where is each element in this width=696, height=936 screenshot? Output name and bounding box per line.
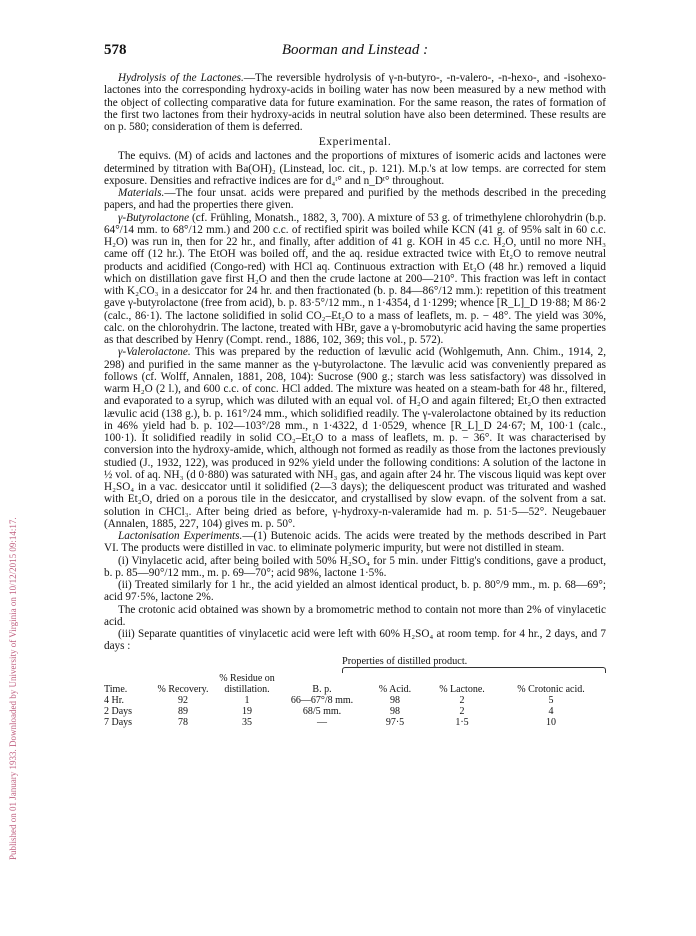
paragraph-experiment-i: (i) Vinylacetic acid, after being boiled with 50% H₂SO₄ for 5 min. under Fittig's conditions, gave a product, b. p. 85—90°/12 mm., m. p. 69—70°; acid 98%, lactone 1·5%. xyxy=(104,554,606,579)
table-cell: 68/5 mm. xyxy=(302,705,342,717)
table-header-row xyxy=(104,673,604,695)
column-header: B. p. xyxy=(312,683,332,695)
running-head: Boorman and Linstead : xyxy=(281,42,429,58)
table-row xyxy=(104,695,604,706)
table-cell: 5 xyxy=(548,694,554,706)
paragraph-title: Lactonisation Experiments. xyxy=(118,530,243,542)
table-cell: 98 xyxy=(390,705,400,717)
paragraph-valerolactone xyxy=(104,346,606,530)
table-cell: 7 Days xyxy=(104,716,133,728)
table-cell: 98 xyxy=(390,694,400,706)
paragraph-experiment-iii: (iii) Separate quantities of vinylacetic acid were left with 60% H₂SO₄ at room temp. for 4 hr., 2 days, and 7 days : xyxy=(104,628,606,653)
table-group-header: Properties of distilled product. xyxy=(342,655,468,667)
table-row xyxy=(104,706,604,717)
table-cell: 19 xyxy=(242,705,252,717)
table-cell: — xyxy=(317,716,327,728)
table-cell: 10 xyxy=(546,716,556,728)
paragraph-title: Materials. xyxy=(118,187,165,199)
table-cell: 4 xyxy=(548,705,554,717)
section-heading: Experimental. xyxy=(318,136,392,149)
results-table xyxy=(104,673,604,728)
table-cell: 1·5 xyxy=(455,716,469,728)
paragraph-hydrolysis xyxy=(104,72,606,133)
paragraph-title: Hydrolysis of the Lactones. xyxy=(118,72,244,84)
page xyxy=(104,42,606,728)
paragraph-title: γ-Valerolactone. xyxy=(118,346,191,359)
paragraph-text: —The four unsat. acids were prepared and purified by the methods described in the preceding papers, and had the properties there given. xyxy=(104,187,606,212)
column-header: Time. xyxy=(104,683,128,695)
paragraph-text: —The reversible hydrolysis of γ-n-butyro-, -n-valero-, -n-hexo-, and -isohexo-lactones into the corresponding hydroxy-acids in boiling water has now been measured by a new method with the object of collecting comparative data for future examination. For the same reason, the rates of formation of the first two lactones from their hydroxy-acids in neutral solution have also been determined. These results are on p. 580; consideration of them is deferred. xyxy=(104,72,606,133)
paragraph-lactonisation xyxy=(104,530,606,555)
paragraph-title: γ-Butyrolactone xyxy=(118,211,190,224)
column-header: % Acid. xyxy=(378,683,412,695)
paragraph-butyrolactone xyxy=(104,212,606,347)
column-header: % Residue on distillation. xyxy=(219,672,275,695)
table-cell: 4 Hr. xyxy=(104,694,124,706)
table-cell: 66—67°/8 mm. xyxy=(290,694,354,706)
publication-note: Published on 01 January 1933. Downloaded by University of Virginia on 10/12/2015 09:14:17. xyxy=(8,517,18,860)
table-cell: 2 xyxy=(459,694,465,706)
paragraph-equivs: The equivs. (M) of acids and lactones and the proportions of mixtures of isomeric acids and lactones were determined by titration with Ba(OH)₂ (Linstead, loc. cit., p. 121). M.p.'s at low temps. are corrected for stem exposure. Densities and refractive indices are for d₄ᵗ° and n_Dᵗ° throughout. xyxy=(104,150,606,187)
paragraph-crotonic: The crotonic acid obtained was shown by a bromometric method to contain not more than 2% of vinylacetic acid. xyxy=(104,603,606,628)
page-header xyxy=(104,42,606,62)
column-header: % Crotonic acid. xyxy=(517,683,585,695)
table-row xyxy=(104,717,604,728)
table-cell: 2 Days xyxy=(104,705,133,717)
table-cell: 1 xyxy=(244,694,250,706)
paragraph-experiment-ii: (ii) Treated similarly for 1 hr., the acid yielded an almost identical product, b. p. 80°/9 mm., m. p. 68—69°; acid 97·5%, lactone 2%. xyxy=(104,579,606,604)
page-number: 578 xyxy=(104,42,127,58)
paragraph-materials xyxy=(104,187,606,212)
paragraph-text: This was prepared by the reduction of lævulic acid (Wohlgemuth, Ann. Chim., 1914, 2, 298) and purified in the same manner as the γ-butyrolactone. The lævulic acid was conveniently prepared as follows (cf. Wolff, Annalen, 1881, 208, 104): Sucrose (900 g.; starch was less satisfactory) was dissolved in warm H₂O (2 l.), and 600 c.c. of conc. HCl added. The mixture was heated on a steam-bath for 48 hr., filtered, and evaporated to a syrup, which was diluted with an equal vol. of H₂O and again filtered; Et₂O then extracted lævulic acid (138 g.), b. p. 161°/24 mm., which solidified readily. The γ-valerolactone obtained by its reduction in 46% yield had b. p. 102—103°/28 mm., n 1·4322, d 1·0529, whence [R_L]_D 24·67; M, 100·1 (calc., 100·1). It solidified readily in solid CO₂–Et₂O to a mass of leaflets, m. p. − 36°. It was characterised by conversion into the hydroxy-amide, which, although not formed as readily as those from the lactones previously studied (J., 1932, 122), was produced in 92% yield under the following conditions: A solution of the lactone in ½ vol. of aq. NH₃ (d 0·880) was saturated with NH₃ gas, and again after 24 hr. The viscous liquid was kept over H₂SO₄ in a vac. desiccator until it solidified (2—3 days); the deliquescent product was triturated and washed with Et₂O, dried on a porous tile in the desiccator, and crystallised by slow evapn. of the solvent from a sat. solution in CHCl₃. After being dried as before, γ-hydroxy-n-valeramide had m. p. 51·5—52°. Neugebauer (Annalen, 1885, 227, 104) gives m. p. 50°. xyxy=(104,346,606,530)
results-table-wrapper xyxy=(104,656,606,728)
table-cell: 78 xyxy=(178,716,188,728)
table-cell: 89 xyxy=(178,705,188,717)
table-cell: 2 xyxy=(459,705,465,717)
table-cell: 35 xyxy=(242,716,252,728)
table-cell: 92 xyxy=(178,694,188,706)
paragraph-text: —(1) Butenoic acids. The acids were treated by the methods described in Part VI. The products were distilled in vac. to eliminate polymeric impurity, but were not distilled in steam. xyxy=(104,530,606,555)
column-header: % Lactone. xyxy=(439,683,485,695)
paragraph-text: (cf. Frühling, Monatsh., 1882, 3, 700). A mixture of 53 g. of trimethylene chlorohydrin (b.p. 64°/14 mm. to 68°/12 mm.) and 200 c.c. of rectified spirit was boiled while KCN (41 g. of 95% salt in 60 c.c. H₂O) was run in, then for 22 hr., and finally, after addition of 41 g. KOH in 45 c.c. H₂O, until no more NH₃ came off (12 hr.). The EtOH was boiled off, and the aq. residue extracted twice with Et₂O to remove neutral products and acidified (Congo-red) with HCl aq. Continuous extraction with Et₂O (48 hr.) removed a liquid which on distillation gave first H₂O and then the crude lactone at 200—210°. This fraction was left in contact with K₂CO₃ in a desiccator for 24 hr. and then fractionated (b. p. 84—86°/12 mm.): repetition of this treatment gave γ-butyrolactone (free from acid), b. p. 83·5°/12 mm., n 1·4354, d 1·1299; whence [R_L]_D 19·88; M 86·2 (calc., 86·1). The lactone solidified in solid CO₂–Et₂O to a mass of leaflets, m. p. − 48°. The yield was 30%, calc. on the chlorohydrin. The lactone, treated with HBr, gave a γ-bromobutyric acid having the same properties as that described by Henry (Compt. rend., 1886, 102, 369; this vol., p. 572). xyxy=(104,211,606,346)
column-header: % Recovery. xyxy=(157,683,209,695)
table-cell: 97·5 xyxy=(385,716,405,728)
